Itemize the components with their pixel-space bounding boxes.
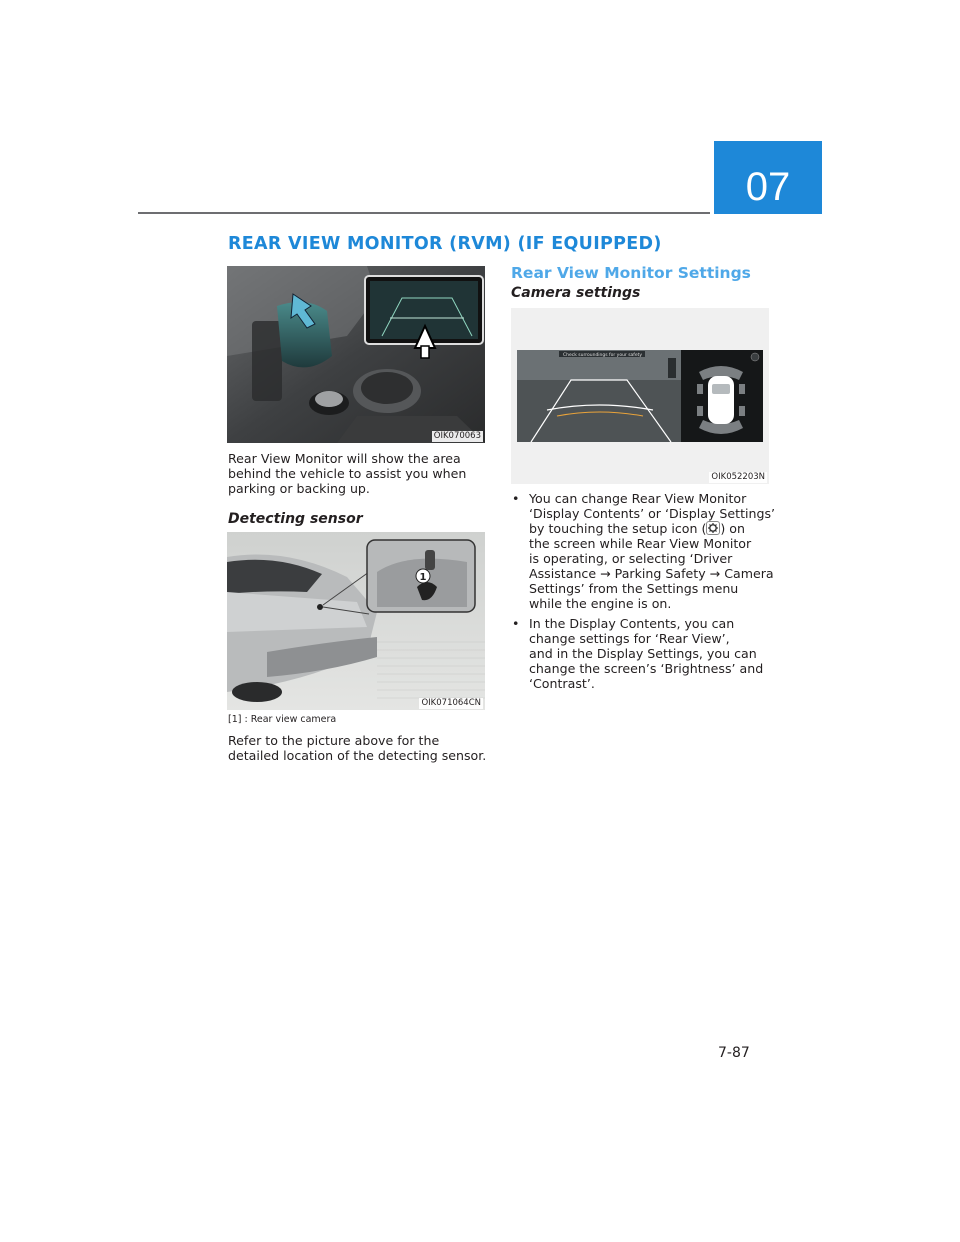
text-line: parking or backing up. <box>228 481 370 496</box>
page-number: 7-87 <box>718 1045 750 1061</box>
text-line: Refer to the picture above for the <box>228 733 440 748</box>
text-line: is operating, or selecting ‘Driver <box>529 551 733 566</box>
text-line <box>529 521 780 536</box>
figure-shifter-monitor <box>227 266 485 443</box>
text-line: behind the vehicle to assist you when <box>228 466 467 481</box>
figure-code: OIK070063 <box>433 431 481 441</box>
text-line: detailed location of the detecting sensor. <box>228 748 487 763</box>
text-fragment: by touching the setup icon ( <box>529 521 707 536</box>
text-line: and in the Display Settings, you can <box>529 646 757 661</box>
gear-icon <box>706 521 720 535</box>
text-line: Settings’ from the Settings menu <box>529 581 739 596</box>
figure-caption: [1] : Rear view camera <box>228 714 337 725</box>
figure-code: OIK052203N <box>711 472 765 482</box>
text-line: change settings for ‘Rear View’, <box>529 631 730 646</box>
callout-number: 1 <box>419 572 427 583</box>
car-rear-illustration <box>227 532 485 710</box>
refer-paragraph <box>228 733 486 763</box>
header-rule <box>138 212 710 214</box>
text-line: Assistance → Parking Safety → Camera <box>529 566 774 581</box>
text-fragment: ) on <box>720 521 745 536</box>
text-line: • You can change Rear View Monitor <box>529 491 747 506</box>
figure-camera-screen <box>511 308 769 484</box>
figure-code: OIK071064CN <box>421 698 481 708</box>
screen-banner: Check surroundings for your safety <box>563 353 643 358</box>
text-line: change the screen’s ‘Brightness’ and <box>529 661 764 676</box>
settings-bullet-list <box>512 491 780 696</box>
list-item <box>512 616 780 691</box>
text-line: ‘Contrast’. <box>529 676 595 691</box>
settings-heading: Rear View Monitor Settings <box>511 264 751 282</box>
chapter-number: 07 <box>745 165 791 209</box>
text-line: the screen while Rear View Monitor <box>529 536 752 551</box>
section-title: REAR VIEW MONITOR (RVM) (IF EQUIPPED) <box>228 234 662 254</box>
list-item <box>512 491 780 611</box>
intro-paragraph <box>228 451 466 496</box>
text-line: ‘Display Contents’ or ‘Display Settings’ <box>529 506 776 521</box>
camera-screen-illustration <box>511 308 769 484</box>
camera-settings-heading: Camera settings <box>511 285 641 301</box>
text-line: Rear View Monitor will show the area <box>228 451 461 466</box>
text-line: • In the Display Contents, you can <box>529 616 735 631</box>
detecting-sensor-heading: Detecting sensor <box>228 511 363 527</box>
text-line: while the engine is on. <box>529 596 672 611</box>
shifter-photo-illustration <box>227 266 485 443</box>
chapter-tab <box>714 141 822 214</box>
figure-rear-camera <box>227 532 485 710</box>
